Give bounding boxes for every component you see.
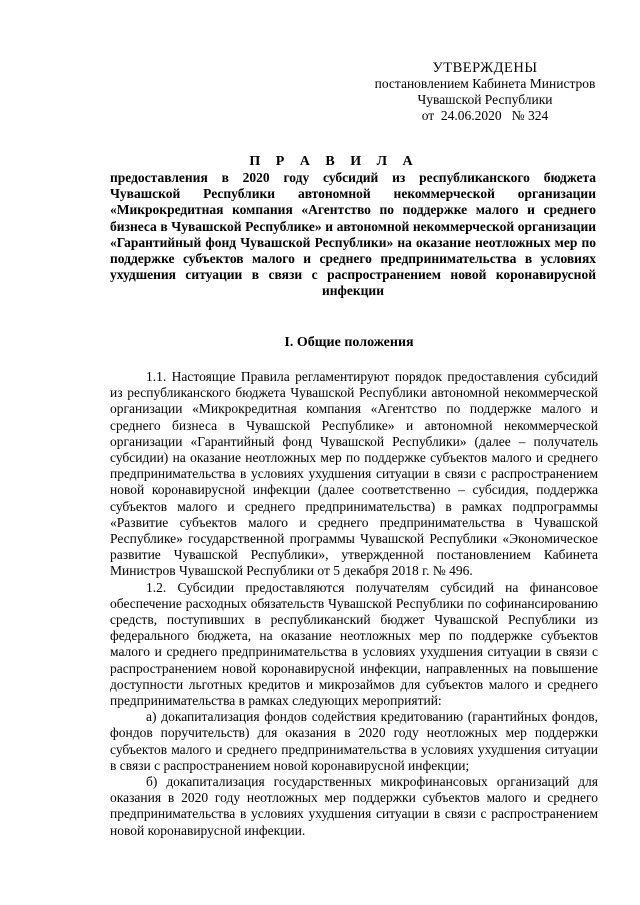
approval-line-2: Чувашской Республики [417, 92, 553, 107]
paragraph-item-b: б) докапитализация государственных микрофинансовых организаций для оказания в 2020 году неотложных мер поддержки субъектов малого и среднего предпринимательства в условиях ухудшения ситуации в связи с распространением новой коронавирусной инфекции. [110, 774, 598, 838]
section-heading: I. Общие положения [284, 335, 414, 350]
approval-stamp [360, 60, 610, 124]
document-subtitle: предоставления в 2020 году субсидий из республиканского бюджета Чувашской Республики автономной некоммерческой организации «Микрокредитная компания «Агентство по поддержке малого и среднего бизнеса в Чувашской Республике» и автономной некоммерческой организации «Гарантийный фонд Чувашской Республики» на оказание неотложных мер по поддержке субъектов малого и среднего предпринимательства в условиях ухудшения ситуации в связи с распространением новой коронавирусной инфекции [110, 170, 596, 299]
approval-word: УТВЕРЖДЕНЫ [432, 60, 538, 76]
paragraph-item-a: а) докапитализация фондов содействия кредитованию (гарантийных фондов, фондов поручительств) для оказания в 2020 году неотложных мер поддержки субъектов малого и среднего предпринимательства в условиях ухудшения ситуации в связи с распространением новой коронавирусной инфекции; [110, 709, 598, 773]
approval-line-3: от 24.06.2020 № 324 [421, 108, 549, 123]
document-title: П Р А В И Л А [249, 154, 419, 169]
document-body [110, 369, 598, 839]
paragraph-1-2: 1.2. Субсидии предоставляются получателям субсидий на финансовое обеспечение расходных обязательств Чувашской Республики по софинансированию средств, поступивших в республиканский бюджет Чувашской Республики из федерального бюджета, на оказание неотложных мер по поддержке субъектов малого и среднего предпринимательства в условиях ухудшения ситуации в связи с распространением новой коронавирусной инфекции, направленных на повышение доступности льготных кредитов и микрозаймов для субъектов малого и среднего предпринимательства в рамках следующих мероприятий: [110, 579, 598, 709]
paragraph-1-1: 1.1. Настоящие Правила регламентируют порядок предоставления субсидий из республиканского бюджета Чувашской Республики автономной некоммерческой организации «Микрокредитная компания «Агентство по поддержке малого и среднего бизнеса в Чувашской Республике» и автономной некоммерческой организации «Гарантийный фонд Чувашской Республики» (далее – получатель субсидии) на оказание неотложных мер по поддержке субъектов малого и среднего предпринимательства в условиях ухудшения ситуации в связи с распространением новой коронавирусной инфекции (далее соответственно – субсидия, поддержка субъектов малого и среднего предпринимательства) в рамках подпрограммы «Развитие субъектов малого и среднего предпринимательства в Чувашской Республике» государственной программы Чувашской Республики «Экономическое развитие Чувашской Республики», утвержденной постановлением Кабинета Министров Чувашской Республики от 5 декабря 2018 г. № 496. [110, 369, 598, 579]
approval-line-1: постановлением Кабинета Министров [374, 76, 596, 91]
